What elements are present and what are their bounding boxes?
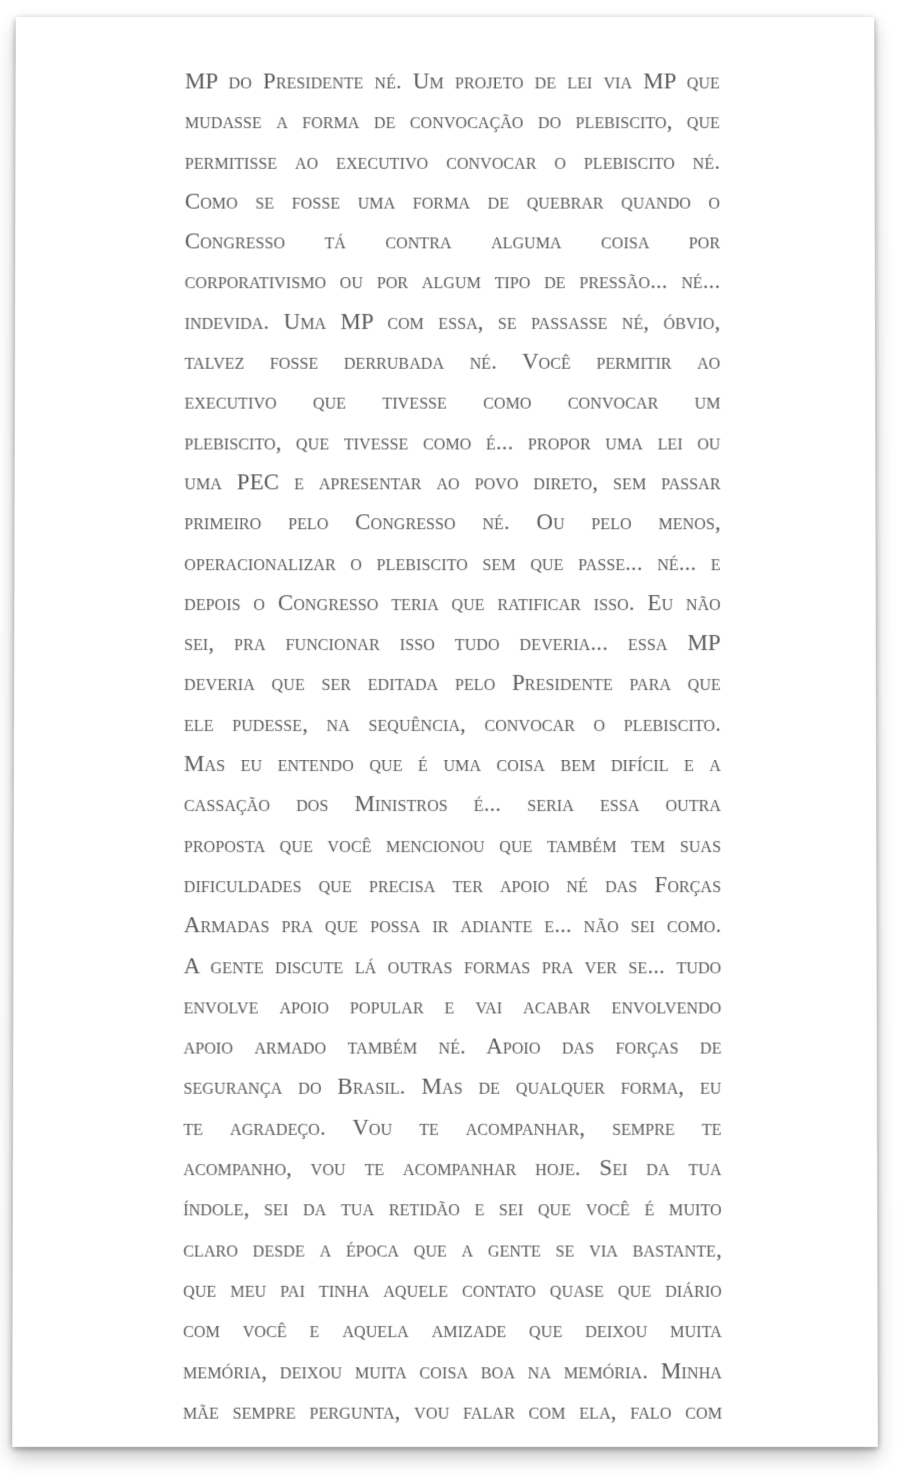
document-page-frame xyxy=(14,14,882,1450)
text-line: dificuldades que precisa ter apoio né das Forças xyxy=(183,872,722,898)
text-line: apoio armado também né. Apoio das forças de xyxy=(183,1033,722,1059)
text-line: te agradeço. Vou te acompanhar, sempre te xyxy=(183,1114,722,1140)
text-line: permitisse ao executivo convocar o plebiscito né. xyxy=(184,148,721,174)
text-line: proposta que você mencionou que também tem suas xyxy=(183,831,722,857)
text-line: Mas eu entendo que é uma coisa bem difícil e a xyxy=(183,751,722,777)
transcript-text xyxy=(183,62,722,1432)
text-line: corporativismo ou por algum tipo de pressão... né... xyxy=(184,268,721,294)
text-line: uma PEC e apresentar ao povo direto, sem passar xyxy=(184,469,721,495)
text-line: MP do Presidente né. Um projeto de lei via MP que xyxy=(184,68,720,94)
text-line: talvez fosse derrubada né. Você permitir ao xyxy=(184,348,721,374)
text-line: ele pudesse, na sequência, convocar o plebiscito. xyxy=(183,710,722,736)
text-line: que meu pai tinha aquele contato quase que diário xyxy=(183,1276,722,1302)
text-line: mãe sempre pergunta, vou falar com ela, falo com xyxy=(182,1398,723,1424)
text-line: depois o Congresso teria que ratificar isso. Eu não xyxy=(184,589,721,615)
text-line: plebiscito, que tivesse como é... propor uma lei ou xyxy=(184,429,721,455)
text-line: Como se fosse uma forma de quebrar quando o xyxy=(184,188,721,214)
text-line: deveria que ser editada pelo Presidente para que xyxy=(184,670,721,696)
text-line: sei, pra funcionar isso tudo deveria... essa MP xyxy=(184,630,721,656)
text-line: envolve apoio popular e vai acabar envolvendo xyxy=(183,993,722,1019)
text-line: cassação dos Ministros é... seria essa outra xyxy=(183,791,722,817)
text-line: indevida. Uma MP com essa, se passasse né, óbvio, xyxy=(184,308,721,334)
text-line: acompanho, vou te acompanhar hoje. Sei da tua xyxy=(183,1155,722,1181)
text-line: memória, deixou muita coisa boa na memória. Minha xyxy=(183,1357,723,1383)
text-line: operacionalizar o plebiscito sem que passe... né... e xyxy=(184,549,721,575)
text-line: A gente discute lá outras formas pra ver se... tudo xyxy=(183,952,722,978)
text-line: Congresso tá contra alguma coisa por xyxy=(184,228,721,254)
text-line: com você e aquela amizade que deixou muita xyxy=(183,1317,722,1343)
document-page xyxy=(12,17,878,1447)
text-line: Armadas pra que possa ir adiante e... não sei como. xyxy=(183,912,722,938)
text-line: primeiro pelo Congresso né. Ou pelo menos, xyxy=(184,509,721,535)
text-line: índole, sei da tua retidão e sei que você é muito xyxy=(183,1195,722,1221)
text-line: segurança do Brasil. Mas de qualquer forma, eu xyxy=(183,1074,722,1100)
text-line: claro desde a época que a gente se via bastante, xyxy=(183,1236,722,1262)
text-line: mudasse a forma de convocação do plebiscito, que xyxy=(184,108,721,134)
text-line: executivo que tivesse como convocar um xyxy=(184,389,721,414)
